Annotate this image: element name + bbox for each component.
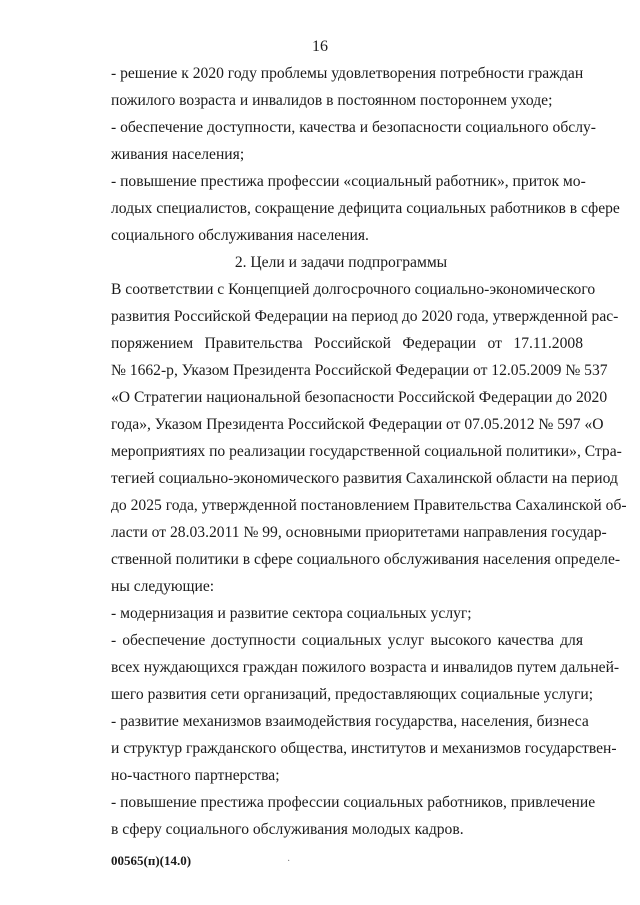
text-line: - обеспечение доступности социальных услуг высокого качества для xyxy=(111,632,583,649)
text-line: пожилого возраста и инвалидов в постоянном постороннем уходе; xyxy=(111,92,553,109)
text-line: живания населения; xyxy=(111,146,245,163)
text-line: «О Стратегии национальной безопасности Российской Федерации до 2020 xyxy=(111,389,608,406)
text-line: - модернизация и развитие сектора социальных услуг; xyxy=(111,605,472,622)
text-line: поряжением Правительства Российской Федерации от 17.11.2008 xyxy=(111,335,583,352)
text-line: В соответствии с Концепцией долгосрочного социально-экономического xyxy=(111,281,596,298)
text-line: - обеспечение доступности, качества и безопасности социального обслу- xyxy=(111,119,596,136)
text-line: в сферу социального обслуживания молодых кадров. xyxy=(111,821,464,838)
text-line: ственной политики в сфере социального обслуживания населения определе- xyxy=(111,551,621,568)
text-line: - развитие механизмов взаимодействия государства, населения, бизнеса xyxy=(111,713,589,730)
text-line: но-частного партнерства; xyxy=(111,767,280,784)
text-line: шего развития сети организаций, предоставляющих социальные услуги; xyxy=(111,686,594,703)
text-line: социального обслуживания населения. xyxy=(111,227,369,244)
section-heading: 2. Цели и задачи подпрограммы xyxy=(234,254,448,271)
text-line: года», Указом Президента Российской Федерации от 07.05.2012 № 597 «О xyxy=(111,416,604,433)
text-line: ны следующие: xyxy=(111,578,215,595)
page-number: 16 xyxy=(312,38,328,55)
text-line: ласти от 28.03.2011 № 99, основными приоритетами направления государ- xyxy=(111,524,607,541)
document-body xyxy=(111,60,627,843)
text-line: всех нуждающихся граждан пожилого возраста и инвалидов путем дальней- xyxy=(111,659,620,676)
text-line: тегией социально-экономического развития Сахалинской области на период xyxy=(111,470,618,487)
text-line: до 2025 года, утвержденной постановлением Правительства Сахалинской об- xyxy=(111,497,627,514)
text-line: лодых специалистов, сокращение дефицита социальных работников в сфере xyxy=(111,200,620,217)
document-code: 00565(п)(14.0) xyxy=(111,853,192,868)
text-line: - повышение престижа профессии «социальный работник», приток мо- xyxy=(111,173,586,190)
text-line: и структур гражданского общества, институтов и механизмов государствен- xyxy=(111,740,617,757)
text-line: - повышение престижа профессии социальных работников, привлечение xyxy=(111,794,596,811)
text-line: - решение к 2020 году проблемы удовлетворения потребности граждан xyxy=(111,65,584,82)
footer-dot: · xyxy=(287,856,291,867)
text-line: развития Российской Федерации на период до 2020 года, утвержденной рас- xyxy=(111,308,619,325)
text-line: мероприятиях по реализации государственной социальной политики», Стра- xyxy=(111,443,622,460)
text-line: № 1662-р, Указом Президента Российской Федерации от 12.05.2009 № 537 xyxy=(111,362,608,379)
